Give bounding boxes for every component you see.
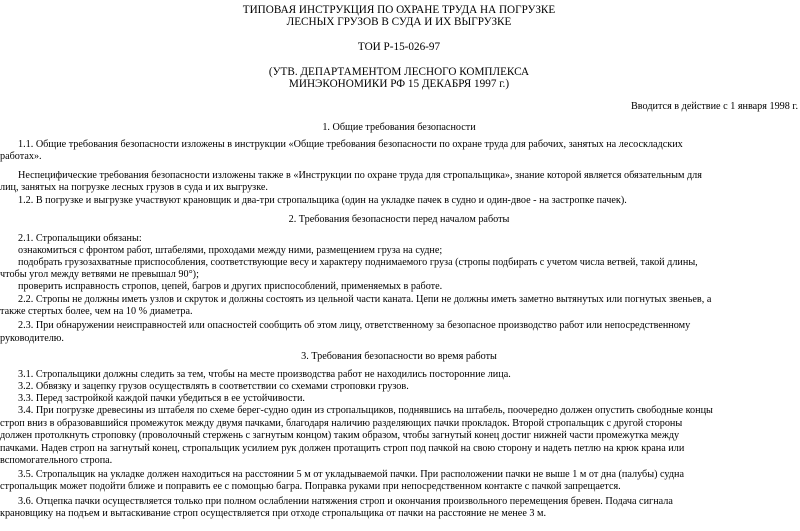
- section-1-heading: 1. Общие требования безопасности: [322, 122, 476, 133]
- section-2-line-4: чтобы угол между ветвями не превышал 90°);: [0, 269, 199, 280]
- section-3-line-8: вспомогательного стропа.: [0, 455, 113, 466]
- section-1-para-1: 1.1. Общие требования безопасности изложены в инструкции «Общие требования безопасности по охране труда для рабочих, занятых на лесоскладских: [18, 139, 683, 150]
- section-3-line-1: 3.1. Стропальщики должны следить за тем, чтобы на месте производства работ не находились посторонние лица.: [18, 369, 511, 380]
- section-3-heading: 3. Требования безопасности во время работы: [301, 351, 497, 362]
- section-1-para-3: 1.2. В погрузке и выгрузке участвуют крановщик и два-три стропальщика (один на укладке пачек в судно и один-двое - на застропке пачек).: [18, 195, 627, 206]
- section-3-line-11: 3.6. Отцепка пачки осуществляется только при полном ослаблении натяжения строп и окончания произвольного перемещения бревен. Подача сигнала: [18, 496, 673, 507]
- section-2-line-6: 2.2. Стропы не должны иметь узлов и скруток и должны состоять из цельной части каната. Цепи не должны иметь заметно вытянутых или погнутых звеньев, а: [18, 294, 712, 305]
- section-2-line-9: руководителю.: [0, 333, 64, 344]
- section-3-line-12: крановщику на подъем и вытаскивание строп осуществляется при отходе стропальщика от пачки на расстояние не менее 3 м.: [0, 508, 547, 519]
- section-2-line-2: ознакомиться с фронтом работ, штабелями, проходами между ними, размещением груза на судне;: [18, 245, 443, 256]
- section-3-line-2: 3.2. Обвязку и зацепку грузов осуществлять в соответствии со схемами строповки грузов.: [18, 381, 409, 392]
- section-3-line-6: должен протолкнуть строповку (проволочный стержень с загнутым концом) таким образом, чтобы загнутый конец достиг нижней части промежутка между: [0, 430, 680, 441]
- document-title-line-2: ЛЕСНЫХ ГРУЗОВ В СУДА И ИХ ВЫГРУЗКЕ: [286, 16, 512, 28]
- section-3-line-10: стропальщик может подойти ближе и поправить ее с помощью багра. Поправка руками при непосредственном контакте с пачкой запрещается.: [0, 481, 621, 492]
- section-2-heading: 2. Требования безопасности перед началом работы: [288, 214, 510, 225]
- effective-date: Вводится в действие с 1 января 1998 г.: [631, 101, 798, 112]
- section-3-line-4: 3.4. При погрузке древесины из штабеля по схеме берег-судно один из стропальщиков, поднявшись на штабель, поочередно должен опустить свободные концы: [18, 405, 713, 416]
- approval-line-1: (УТВ. ДЕПАРТАМЕНТОМ ЛЕСНОГО КОМПЛЕКСА: [268, 66, 530, 78]
- section-2-line-1: 2.1. Стропальщики обязаны:: [18, 233, 142, 244]
- section-3-line-5: строп вниз в образовавшийся промежуток между двумя пачками, благодаря наличию разделяющих пачки прокладок. Второй стропальщик с другой стороны: [0, 418, 683, 429]
- section-1-para-1-cont: работах».: [0, 151, 42, 162]
- section-1-para-2-cont: лиц, занятых на погрузке лесных грузов в суда и их выгрузке.: [0, 182, 268, 193]
- document-code: ТОИ Р-15-026-97: [357, 41, 441, 53]
- section-3-line-9: 3.5. Стропальщик на укладке должен находиться на расстоянии 5 м от укладываемой пачки. При расположении пачки не выше 1 м от дна (палубы) судна: [18, 469, 685, 480]
- section-1-para-2: Неспецифические требования безопасности изложены также в «Инструкции по охране труда для стропальщика», знание которой является обязательным для: [18, 170, 702, 181]
- document-title-line-1: ТИПОВАЯ ИНСТРУКЦИЯ ПО ОХРАНЕ ТРУДА НА ПОГРУЗКЕ: [242, 4, 556, 16]
- section-3-line-3: 3.3. Перед застройкой каждой пачки убедиться в ее устойчивости.: [18, 393, 305, 404]
- section-3-line-7: пачками. Надев строп на загнутый конец, стропальщик усилием рук должен протащить строп под пачкой на свою сторону и надеть петлю на крюк крана или: [0, 443, 685, 454]
- section-2-line-3: подобрать грузозахватные приспособления, соответствующие весу и характеру поднимаемого груза (стропы подбирать с учетом числа ветвей, такой длины,: [18, 257, 698, 268]
- section-2-line-5: проверить исправность стропов, цепей, багров и других приспособлений, применяемых в работе.: [18, 281, 443, 292]
- section-2-line-8: 2.3. При обнаружении неисправностей или опасностей сообщить об этом лицу, ответственному за безопасное производство работ или непосредственному: [18, 320, 691, 331]
- section-2-line-7: также стертых более, чем на 10 % диаметра.: [0, 306, 193, 317]
- approval-line-2: МИНЭКОНОМИКИ РФ 15 ДЕКАБРЯ 1997 г.): [288, 78, 510, 90]
